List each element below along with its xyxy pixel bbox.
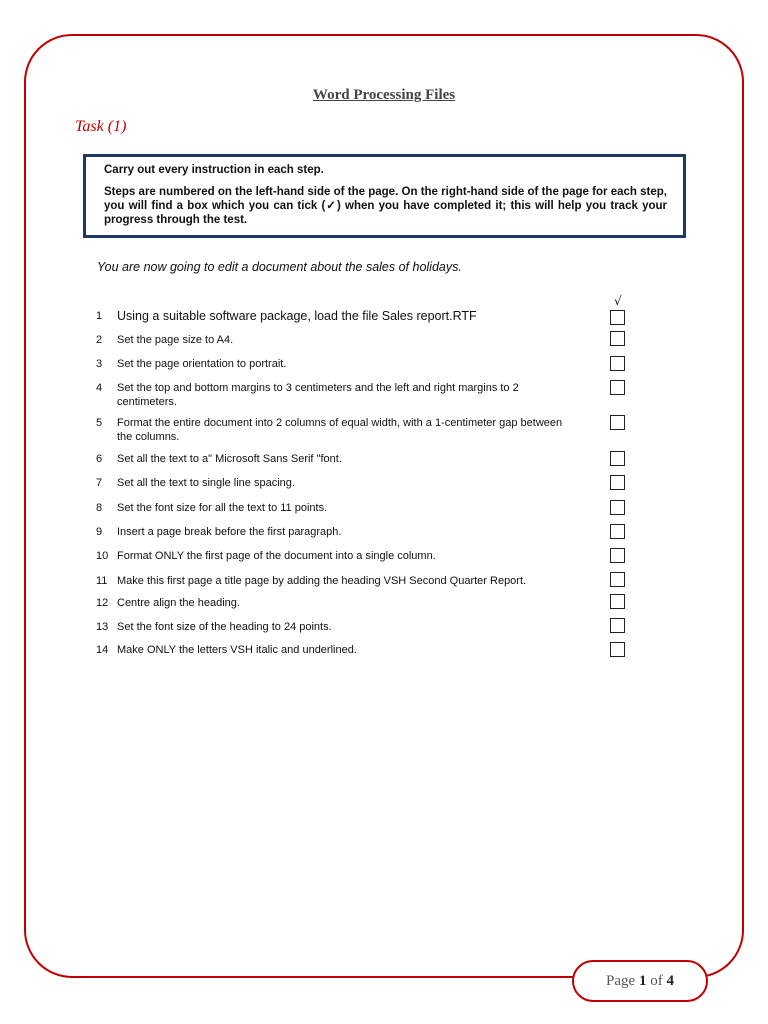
- step-text: Insert a page break before the first paragraph.: [117, 526, 342, 538]
- page-number-badge: [572, 960, 708, 1002]
- step-number: 8: [96, 502, 103, 514]
- step-checkbox[interactable]: [610, 594, 625, 609]
- instruction-line-2: Steps are numbered on the left-hand side of the page. On the right-hand side of the page for each step, you will find a box which you can tick (✓) when you have completed it; this will help you track your progress through the test.: [104, 186, 667, 226]
- task-label: Task (1): [75, 118, 127, 135]
- step-number: 10: [96, 550, 109, 562]
- step-text: Format the entire document into 2 columns of equal width, with a 1-centimeter gap between the columns.: [117, 417, 563, 443]
- step-text: Using a suitable software package, load the file Sales report.RTF: [117, 309, 477, 323]
- step-number: 6: [96, 453, 103, 465]
- step-number: 4: [96, 382, 103, 394]
- step-checkbox[interactable]: [610, 524, 625, 539]
- step-text: Set the font size of the heading to 24 points.: [117, 621, 332, 633]
- step-checkbox[interactable]: [610, 331, 625, 346]
- total-pages: 4: [666, 973, 674, 989]
- step-checkbox[interactable]: [610, 380, 625, 395]
- step-checkbox[interactable]: [610, 500, 625, 515]
- step-text: Format ONLY the first page of the document into a single column.: [117, 550, 436, 562]
- step-number: 9: [96, 526, 103, 538]
- instructions-box: [83, 154, 686, 238]
- step-number: 5: [96, 417, 103, 429]
- step-text: Set all the text to single line spacing.: [117, 477, 295, 489]
- step-number: 12: [96, 597, 109, 609]
- tick-icon: √: [614, 294, 622, 308]
- current-page: 1: [638, 973, 647, 989]
- step-number: 1: [96, 310, 103, 322]
- step-checkbox[interactable]: [610, 548, 625, 563]
- document-title: Word Processing Files: [312, 87, 456, 103]
- step-checkbox[interactable]: [610, 618, 625, 633]
- step-text: Set all the text to a" Microsoft Sans Serif "font.: [117, 453, 342, 465]
- step-text: Set the top and bottom margins to 3 centimeters and the left and right margins to 2 centimeters.: [117, 382, 519, 408]
- step-text: Set the font size for all the text to 11 points.: [117, 502, 328, 514]
- page-word: Page: [606, 973, 636, 989]
- step-checkbox[interactable]: [610, 310, 625, 325]
- step-number: 14: [96, 644, 109, 656]
- intro-text: You are now going to edit a document about the sales of holidays.: [97, 260, 462, 274]
- of-word: of: [650, 973, 663, 989]
- step-number: 7: [96, 477, 103, 489]
- step-checkbox[interactable]: [610, 642, 625, 657]
- step-number: 13: [96, 621, 109, 633]
- step-checkbox[interactable]: [610, 572, 625, 587]
- step-text: Set the page size to A4.: [117, 334, 234, 346]
- step-checkbox[interactable]: [610, 451, 625, 466]
- step-checkbox[interactable]: [610, 356, 625, 371]
- step-text: Make ONLY the letters VSH italic and underlined.: [117, 644, 357, 656]
- step-checkbox[interactable]: [610, 475, 625, 490]
- step-number: 3: [96, 358, 103, 370]
- step-number: 2: [96, 334, 103, 346]
- step-number: 11: [96, 575, 108, 587]
- step-checkbox[interactable]: [610, 415, 625, 430]
- step-text: Make this first page a title page by adding the heading VSH Second Quarter Report.: [117, 575, 527, 587]
- instruction-line-1: Carry out every instruction in each step.: [104, 164, 324, 176]
- step-text: Centre align the heading.: [117, 597, 240, 609]
- step-text: Set the page orientation to portrait.: [117, 358, 287, 370]
